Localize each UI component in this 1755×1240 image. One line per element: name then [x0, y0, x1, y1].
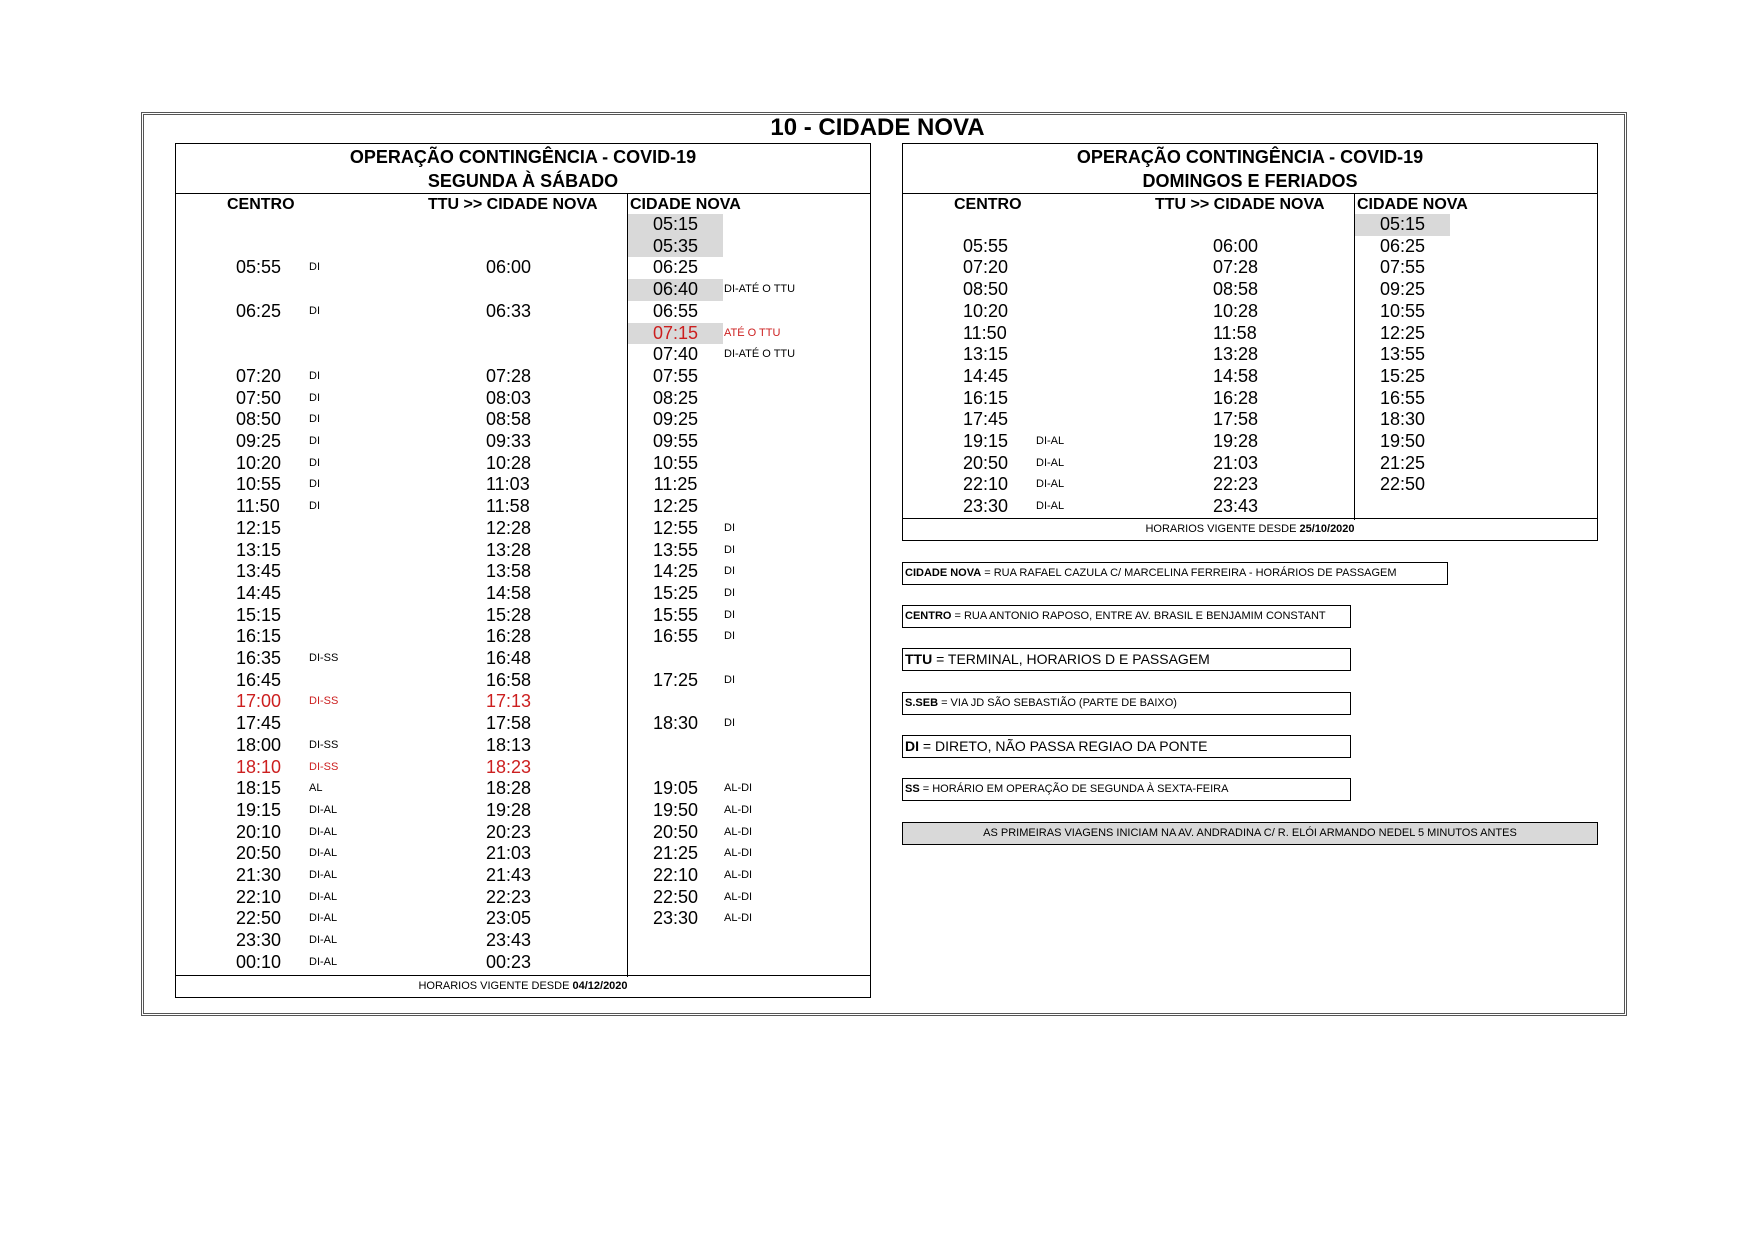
centro-note: DI-AL [309, 869, 338, 881]
table-row [176, 648, 870, 670]
cidade-nova-time: 13:55 [1379, 344, 1426, 365]
table-row [176, 778, 870, 800]
cidade-nova-time: 06:55 [652, 300, 699, 321]
cidade-nova-time [628, 757, 723, 779]
ttu-time: 08:03 [486, 387, 532, 408]
centro-time: 15:15 [236, 604, 282, 625]
cidade-nova-note: AL-DI [724, 890, 753, 903]
cidade-nova-note: DI [724, 608, 735, 621]
ttu-time: 21:03 [1213, 452, 1259, 473]
table-row [176, 257, 870, 279]
centro-note: DI [309, 500, 320, 513]
centro-note: DI-AL [309, 955, 338, 968]
cidade-nova-time [628, 691, 723, 713]
ttu-time: 22:23 [486, 886, 532, 907]
centro-time: 19:15 [236, 799, 282, 820]
footer-label: HORARIOS VIGENTE DESDE [418, 980, 570, 992]
table-row [176, 865, 870, 887]
cidade-nova-time: 09:55 [652, 431, 699, 451]
cidade-nova-note: AL-DI [724, 912, 753, 925]
weekday-footer [176, 975, 870, 997]
legend-text: = TERMINAL, HORARIOS D E PASSAGEM [932, 651, 1210, 667]
ttu-time: 07:28 [1213, 257, 1259, 278]
table-row [176, 887, 870, 909]
legend-key: DI [905, 738, 919, 754]
ttu-time: 17:58 [486, 713, 532, 734]
centro-time: 18:00 [236, 734, 282, 755]
weekend-header [903, 144, 1597, 194]
cidade-nova-time: 17:25 [652, 669, 699, 690]
centro-note: DI [309, 304, 320, 317]
centro-time: 08:50 [236, 409, 282, 430]
centro-time: 22:50 [236, 908, 282, 929]
table-row [176, 605, 870, 627]
cidade-nova-time: 09:25 [1379, 279, 1426, 300]
table-row [903, 366, 1597, 388]
ttu-time: 07:28 [486, 365, 532, 386]
table-row [903, 431, 1597, 453]
cidade-nova-time: 19:50 [1379, 431, 1426, 451]
cidade-nova-time: 12:25 [1379, 322, 1426, 343]
legend-key: TTU [905, 651, 933, 667]
legend-text: = DIRETO, NÃO PASSA REGIAO DA PONTE [919, 738, 1208, 754]
weekday-header [176, 144, 870, 194]
legend-text: = RUA ANTONIO RAPOSO, ENTRE AV. BRASIL E BENJAMIM CONSTANT [951, 610, 1326, 622]
legend-text: = RUA RAFAEL CAZULA C/ MARCELINA FERREIRA - HORÁRIOS DE PASSAGEM [981, 567, 1397, 579]
table-row [176, 800, 870, 822]
centro-time: 17:00 [236, 691, 282, 712]
cidade-nova-time: 06:25 [1379, 235, 1426, 256]
legend-di [902, 735, 1351, 758]
cidade-nova-time [628, 735, 723, 757]
table-row [176, 843, 870, 865]
ttu-time: 11:58 [1213, 322, 1257, 343]
cidade-nova-time: 06:40 [628, 279, 723, 301]
ttu-time: 16:28 [1213, 387, 1259, 408]
centro-time: 23:30 [963, 496, 1009, 517]
cidade-nova-time: 23:30 [652, 908, 699, 929]
ttu-time: 09:33 [486, 431, 532, 451]
centro-time: 06:25 [236, 300, 282, 321]
centro-time: 12:15 [236, 517, 282, 538]
centro-time: 14:45 [236, 582, 282, 603]
table-row [176, 323, 870, 345]
table-row [176, 757, 870, 779]
cidade-nova-time: 07:15 [628, 323, 723, 345]
cidade-nova-note: DI [724, 586, 735, 599]
cidade-nova-time: 07:55 [1379, 257, 1426, 278]
cidade-nova-time: 05:15 [628, 214, 723, 236]
centro-note: DI-SS [309, 652, 339, 664]
table-row [176, 518, 870, 540]
weekend-header-days: DOMINGOS E FERIADOS [1142, 171, 1358, 191]
centro-time: 16:15 [236, 626, 282, 647]
ttu-time: 11:58 [486, 496, 530, 517]
ttu-time: 16:58 [486, 669, 532, 690]
ttu-time: 13:28 [1213, 344, 1259, 365]
cidade-nova-note: DI [724, 543, 735, 556]
cidade-nova-time: 22:50 [1379, 474, 1426, 495]
cidade-nova-time: 10:55 [652, 452, 699, 473]
ttu-time: 13:58 [486, 561, 532, 582]
cidade-nova-note: ATÉ O TTU [724, 326, 781, 339]
ttu-time: 10:28 [1213, 300, 1259, 321]
centro-time: 23:30 [236, 930, 282, 951]
centro-time: 08:50 [963, 279, 1009, 300]
table-row [176, 540, 870, 562]
table-row [176, 561, 870, 583]
centro-note: DI-AL [309, 934, 338, 947]
weekend-footer [903, 518, 1597, 540]
table-row [176, 496, 870, 518]
footer-label: HORARIOS VIGENTE DESDE [1145, 523, 1297, 535]
cidade-nova-time: 15:25 [1379, 365, 1426, 386]
table-row [903, 214, 1597, 236]
cidade-nova-time: 07:55 [652, 365, 699, 386]
cidade-nova-time: 20:50 [652, 821, 699, 842]
cidade-nova-time: 14:25 [652, 561, 699, 582]
centro-note: DI-AL [309, 890, 338, 903]
table-row [903, 496, 1597, 518]
legend-text: = HORÁRIO EM OPERAÇÃO DE SEGUNDA À SEXTA-FEIRA [919, 783, 1229, 795]
legend-s-seb [902, 692, 1351, 715]
centro-time: 11:50 [963, 322, 1007, 343]
weekend-schedule [902, 143, 1598, 541]
table-row [903, 279, 1597, 301]
weekday-header-days: SEGUNDA À SÁBADO [427, 171, 619, 191]
centro-time: 16:15 [963, 387, 1009, 408]
ttu-time: 06:00 [1213, 235, 1259, 256]
footer-date: 04/12/2020 [572, 980, 628, 992]
table-row [903, 453, 1597, 475]
legend-key: CENTRO [905, 610, 952, 622]
centro-note: DI [309, 435, 320, 447]
column-header-ttu: TTU >> CIDADE NOVA [428, 196, 598, 213]
centro-time: 07:20 [963, 257, 1009, 278]
table-row [176, 474, 870, 496]
cidade-nova-note: AL-DI [724, 847, 753, 860]
column-header-centro: CENTRO [227, 196, 295, 213]
centro-time: 05:55 [963, 235, 1009, 256]
cidade-nova-time: 19:05 [652, 778, 699, 799]
table-row [176, 583, 870, 605]
cidade-nova-note: DI [724, 630, 735, 643]
table-row [903, 409, 1597, 431]
table-row [903, 388, 1597, 410]
ttu-time: 21:43 [486, 865, 532, 885]
centro-time: 13:15 [236, 539, 282, 560]
ttu-time: 10:28 [486, 452, 532, 473]
centro-time: 16:45 [236, 669, 282, 690]
centro-note: DI-AL [1036, 456, 1065, 469]
centro-time: 10:20 [963, 300, 1009, 321]
centro-time: 20:10 [236, 821, 282, 842]
cidade-nova-note: AL-DI [724, 825, 753, 838]
centro-note: DI-AL [309, 825, 338, 838]
table-row [176, 691, 870, 713]
ttu-time: 06:33 [486, 300, 532, 321]
centro-time: 16:35 [236, 648, 282, 668]
table-row [176, 713, 870, 735]
centro-note: DI-AL [1036, 435, 1065, 447]
centro-note: DI [309, 456, 320, 469]
cidade-nova-time: 19:50 [652, 799, 699, 820]
table-row [176, 908, 870, 930]
centro-note: DI-AL [1036, 500, 1065, 513]
cidade-nova-time: 15:25 [652, 582, 699, 603]
ttu-time: 19:28 [486, 799, 532, 820]
table-row [176, 431, 870, 453]
cidade-nova-note: AL-DI [724, 869, 753, 881]
cidade-nova-time: 13:55 [652, 539, 699, 560]
legend-key: SS [905, 783, 920, 795]
table-row [176, 214, 870, 236]
cidade-nova-time: 11:25 [653, 474, 698, 495]
cidade-nova-time: 10:55 [1379, 300, 1426, 321]
cidade-nova-note: DI [724, 565, 735, 578]
centro-time: 11:50 [236, 496, 280, 517]
ttu-time: 13:28 [486, 539, 532, 560]
cidade-nova-time: 06:25 [652, 257, 699, 278]
legend-key: CIDADE NOVA [905, 567, 982, 579]
table-row [176, 626, 870, 648]
table-row [176, 822, 870, 844]
ttu-time: 16:48 [486, 648, 532, 668]
centro-note: DI-AL [309, 803, 338, 816]
column-header-cidade-nova: CIDADE NOVA [630, 196, 741, 213]
ttu-time: 16:28 [486, 626, 532, 647]
table-row [176, 670, 870, 692]
cidade-nova-note: DI [724, 673, 735, 686]
cidade-nova-note: DI-ATÉ O TTU [724, 283, 796, 296]
centro-note: DI [309, 413, 320, 426]
ttu-time: 00:23 [486, 951, 532, 972]
cidade-nova-time: 05:35 [628, 236, 723, 258]
table-row [903, 323, 1597, 345]
ttu-time: 17:13 [486, 691, 532, 712]
centro-note: DI-SS [309, 760, 339, 773]
cidade-nova-time: 16:55 [652, 626, 699, 647]
cidade-nova-time: 15:55 [652, 604, 699, 625]
ttu-time: 08:58 [1213, 279, 1259, 300]
centro-time: 13:45 [236, 561, 282, 582]
centro-note: DI [309, 478, 320, 491]
ttu-time: 23:43 [486, 930, 532, 951]
table-row [903, 344, 1597, 366]
cidade-nova-time: 09:25 [652, 409, 699, 430]
centro-time: 07:50 [236, 387, 282, 408]
legend-key: S.SEB [905, 697, 939, 709]
cidade-nova-note: DI [724, 717, 735, 730]
ttu-time: 14:58 [1213, 365, 1259, 386]
cidade-nova-time: 12:25 [652, 496, 699, 517]
table-row [176, 301, 870, 323]
centro-time: 13:15 [963, 344, 1009, 365]
cidade-nova-time [1355, 496, 1450, 518]
centro-time: 20:50 [236, 843, 282, 864]
cidade-nova-time: 16:55 [1379, 387, 1426, 408]
ttu-time: 11:03 [486, 474, 530, 495]
table-row [903, 301, 1597, 323]
table-row [176, 930, 870, 952]
cidade-nova-time: 08:25 [652, 387, 699, 408]
weekend-header-title: OPERAÇÃO CONTINGÊNCIA - COVID-19 [1076, 147, 1424, 167]
cidade-nova-time: 21:25 [652, 843, 699, 864]
legend-text: = VIA JD SÃO SEBASTIÃO (PARTE DE BAIXO) [938, 697, 1177, 709]
legend-ttu [902, 648, 1351, 671]
centro-time: 09:25 [236, 431, 282, 451]
ttu-time: 23:05 [486, 908, 532, 929]
centro-time: 10:20 [236, 452, 282, 473]
ttu-time: 14:58 [486, 582, 532, 603]
table-row [903, 474, 1597, 496]
centro-time: 21:30 [236, 865, 282, 885]
table-row [176, 952, 870, 974]
table-row [176, 236, 870, 258]
centro-note: AL [309, 782, 323, 795]
centro-time: 00:10 [236, 951, 282, 972]
centro-note: DI-AL [309, 847, 338, 860]
cidade-nova-time [628, 930, 723, 952]
centro-time: 07:20 [236, 365, 282, 386]
ttu-time: 23:43 [1213, 496, 1259, 517]
table-row [903, 257, 1597, 279]
table-row [176, 366, 870, 388]
weekday-header-title: OPERAÇÃO CONTINGÊNCIA - COVID-19 [349, 147, 697, 167]
cidade-nova-time [628, 952, 723, 974]
centro-time: 22:10 [963, 474, 1009, 495]
centro-time: 10:55 [236, 474, 282, 495]
centro-time: 19:15 [963, 431, 1009, 451]
ttu-time: 18:23 [486, 756, 532, 777]
table-row [176, 344, 870, 366]
ttu-time: 22:23 [1213, 474, 1259, 495]
centro-time: 14:45 [963, 365, 1009, 386]
cidade-nova-time: 12:55 [652, 517, 699, 538]
cidade-nova-time: 07:40 [652, 344, 699, 365]
table-row [176, 279, 870, 301]
cidade-nova-time: 21:25 [1379, 452, 1426, 473]
cidade-nova-note: AL-DI [724, 803, 753, 816]
centro-time: 20:50 [963, 452, 1009, 473]
centro-note: DI [309, 369, 320, 382]
table-row [176, 453, 870, 475]
centro-note: DI-AL [1036, 478, 1065, 491]
centro-time: 18:15 [236, 778, 282, 799]
centro-note: DI-SS [309, 738, 339, 751]
page-title: 10 - CIDADE NOVA [770, 114, 985, 141]
centro-time: 22:10 [236, 886, 282, 907]
cidade-nova-time: 18:30 [652, 713, 699, 734]
first-trips-banner: AS PRIMEIRAS VIAGENS INICIAM NA AV. ANDRADINA C/ R. ELÓI ARMANDO NEDEL 5 MINUTOS ANTES [902, 822, 1598, 845]
cidade-nova-time: 22:10 [652, 865, 699, 885]
footer-date: 25/10/2020 [1299, 523, 1355, 535]
legend-centro [902, 605, 1351, 628]
weekday-schedule [175, 143, 871, 998]
centro-note: DI-AL [309, 912, 338, 925]
cidade-nova-time: 05:15 [1355, 214, 1450, 236]
ttu-time: 21:03 [486, 843, 532, 864]
ttu-time: 06:00 [486, 257, 532, 278]
centro-note: DI [309, 391, 320, 404]
ttu-time: 18:13 [486, 734, 532, 755]
legend-cidade-nova [902, 562, 1448, 585]
cidade-nova-note: DI-ATÉ O TTU [724, 348, 796, 361]
legend-ss [902, 778, 1351, 801]
column-header-ttu: TTU >> CIDADE NOVA [1155, 196, 1325, 213]
centro-time: 17:45 [963, 409, 1009, 430]
cidade-nova-note: AL-DI [724, 782, 753, 795]
table-row [176, 388, 870, 410]
centro-note: DI-SS [309, 695, 339, 708]
centro-time: 05:55 [236, 257, 282, 278]
centro-note: DI [309, 261, 320, 274]
table-row [176, 409, 870, 431]
ttu-time: 19:28 [1213, 431, 1259, 451]
table-row [176, 735, 870, 757]
centro-time: 17:45 [236, 713, 282, 734]
cidade-nova-note: DI [724, 521, 735, 534]
ttu-time: 20:23 [486, 821, 532, 842]
table-row [903, 236, 1597, 258]
centro-time: 18:10 [236, 756, 282, 777]
ttu-time: 15:28 [486, 604, 532, 625]
column-header-centro: CENTRO [954, 196, 1022, 213]
cidade-nova-time: 18:30 [1379, 409, 1426, 430]
column-header-cidade-nova: CIDADE NOVA [1357, 196, 1468, 213]
ttu-time: 17:58 [1213, 409, 1259, 430]
ttu-time: 12:28 [486, 517, 532, 538]
ttu-time: 18:28 [486, 778, 532, 799]
ttu-time: 08:58 [486, 409, 532, 430]
cidade-nova-time [628, 648, 723, 670]
cidade-nova-time: 22:50 [652, 886, 699, 907]
